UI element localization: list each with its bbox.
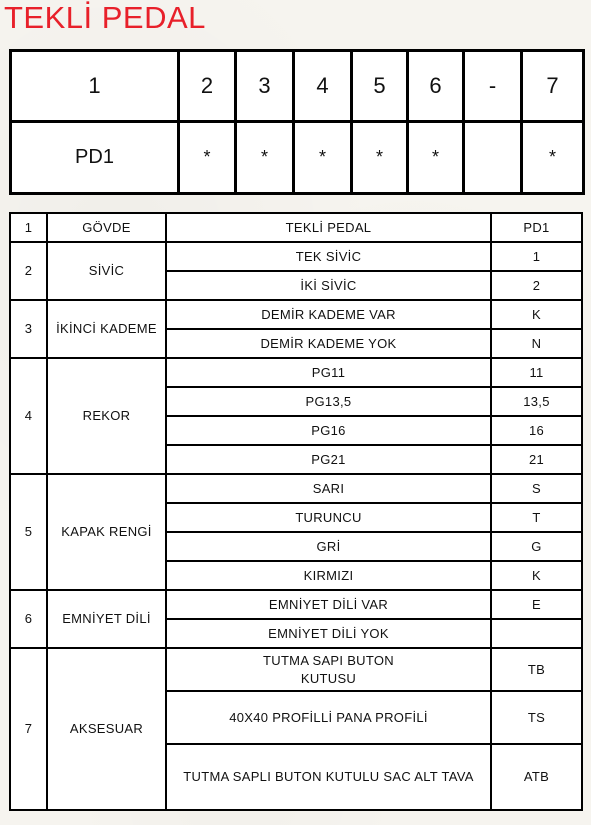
code-value: * (408, 122, 464, 194)
option-code: TS (491, 691, 582, 744)
option-label: PG11 (166, 358, 491, 387)
table-row (10, 213, 582, 242)
table-row (10, 648, 582, 691)
table-row (10, 590, 582, 619)
option-code: S (491, 474, 582, 503)
option-label: İKİ SİVİC (166, 271, 491, 300)
option-label: GRİ (166, 532, 491, 561)
option-code: K (491, 300, 582, 329)
code-value: * (352, 122, 408, 194)
option-label-line: TUTMA SAPI BUTON (263, 652, 394, 668)
option-label (166, 648, 491, 691)
group-name: GÖVDE (47, 213, 166, 242)
option-code: TB (491, 648, 582, 691)
group-number: 4 (10, 358, 47, 474)
page-title: TEKLİ PEDAL (4, 0, 206, 35)
group-number: 1 (10, 213, 47, 242)
option-code: K (491, 561, 582, 590)
group-name: İKİNCİ KADEME (47, 300, 166, 358)
option-code: E (491, 590, 582, 619)
group-name: SİVİC (47, 242, 166, 300)
group-name: EMNİYET DİLİ (47, 590, 166, 648)
option-code: G (491, 532, 582, 561)
option-code: T (491, 503, 582, 532)
option-code: N (491, 329, 582, 358)
table-row (10, 358, 582, 387)
code-values-row (11, 122, 584, 194)
option-details-table (9, 212, 583, 811)
group-number: 3 (10, 300, 47, 358)
code-position: 7 (522, 51, 584, 122)
code-value: * (522, 122, 584, 194)
code-position: 2 (179, 51, 236, 122)
group-name: AKSESUAR (47, 648, 166, 810)
code-value (464, 122, 522, 194)
option-label: PG13,5 (166, 387, 491, 416)
code-separator: - (464, 51, 522, 122)
code-position: 3 (236, 51, 294, 122)
code-value: PD1 (11, 122, 179, 194)
code-position: 6 (408, 51, 464, 122)
table-row (10, 300, 582, 329)
code-value: * (294, 122, 352, 194)
group-number: 5 (10, 474, 47, 590)
option-label: DEMİR KADEME YOK (166, 329, 491, 358)
table-row (10, 242, 582, 271)
option-label: 40X40 PROFİLLİ PANA PROFİLİ (166, 691, 491, 744)
option-label: SARI (166, 474, 491, 503)
option-code: 16 (491, 416, 582, 445)
option-label: TURUNCU (166, 503, 491, 532)
option-label-line: KUTUSU (300, 670, 357, 686)
code-position: 1 (11, 51, 179, 122)
option-label: TEK SİVİC (166, 242, 491, 271)
option-code: PD1 (491, 213, 582, 242)
option-code: 2 (491, 271, 582, 300)
group-name: REKOR (47, 358, 166, 474)
product-code-table (9, 49, 585, 195)
code-positions-row (11, 51, 584, 122)
option-label: TUTMA SAPLI BUTON KUTULU SAC ALT TAVA (166, 744, 491, 810)
code-position: 5 (352, 51, 408, 122)
option-code (491, 619, 582, 648)
option-label: PG21 (166, 445, 491, 474)
option-code: 1 (491, 242, 582, 271)
group-number: 6 (10, 590, 47, 648)
option-code: 11 (491, 358, 582, 387)
option-label: PG16 (166, 416, 491, 445)
code-value: * (179, 122, 236, 194)
code-value: * (236, 122, 294, 194)
option-code: 21 (491, 445, 582, 474)
group-number: 2 (10, 242, 47, 300)
option-label: DEMİR KADEME VAR (166, 300, 491, 329)
option-label: KIRMIZI (166, 561, 491, 590)
option-label: TEKLİ PEDAL (166, 213, 491, 242)
option-label: EMNİYET DİLİ VAR (166, 590, 491, 619)
option-code: 13,5 (491, 387, 582, 416)
group-number: 7 (10, 648, 47, 810)
table-row (10, 474, 582, 503)
group-name: KAPAK RENGİ (47, 474, 166, 590)
option-code: ATB (491, 744, 582, 810)
code-position: 4 (294, 51, 352, 122)
option-label: EMNİYET DİLİ YOK (166, 619, 491, 648)
